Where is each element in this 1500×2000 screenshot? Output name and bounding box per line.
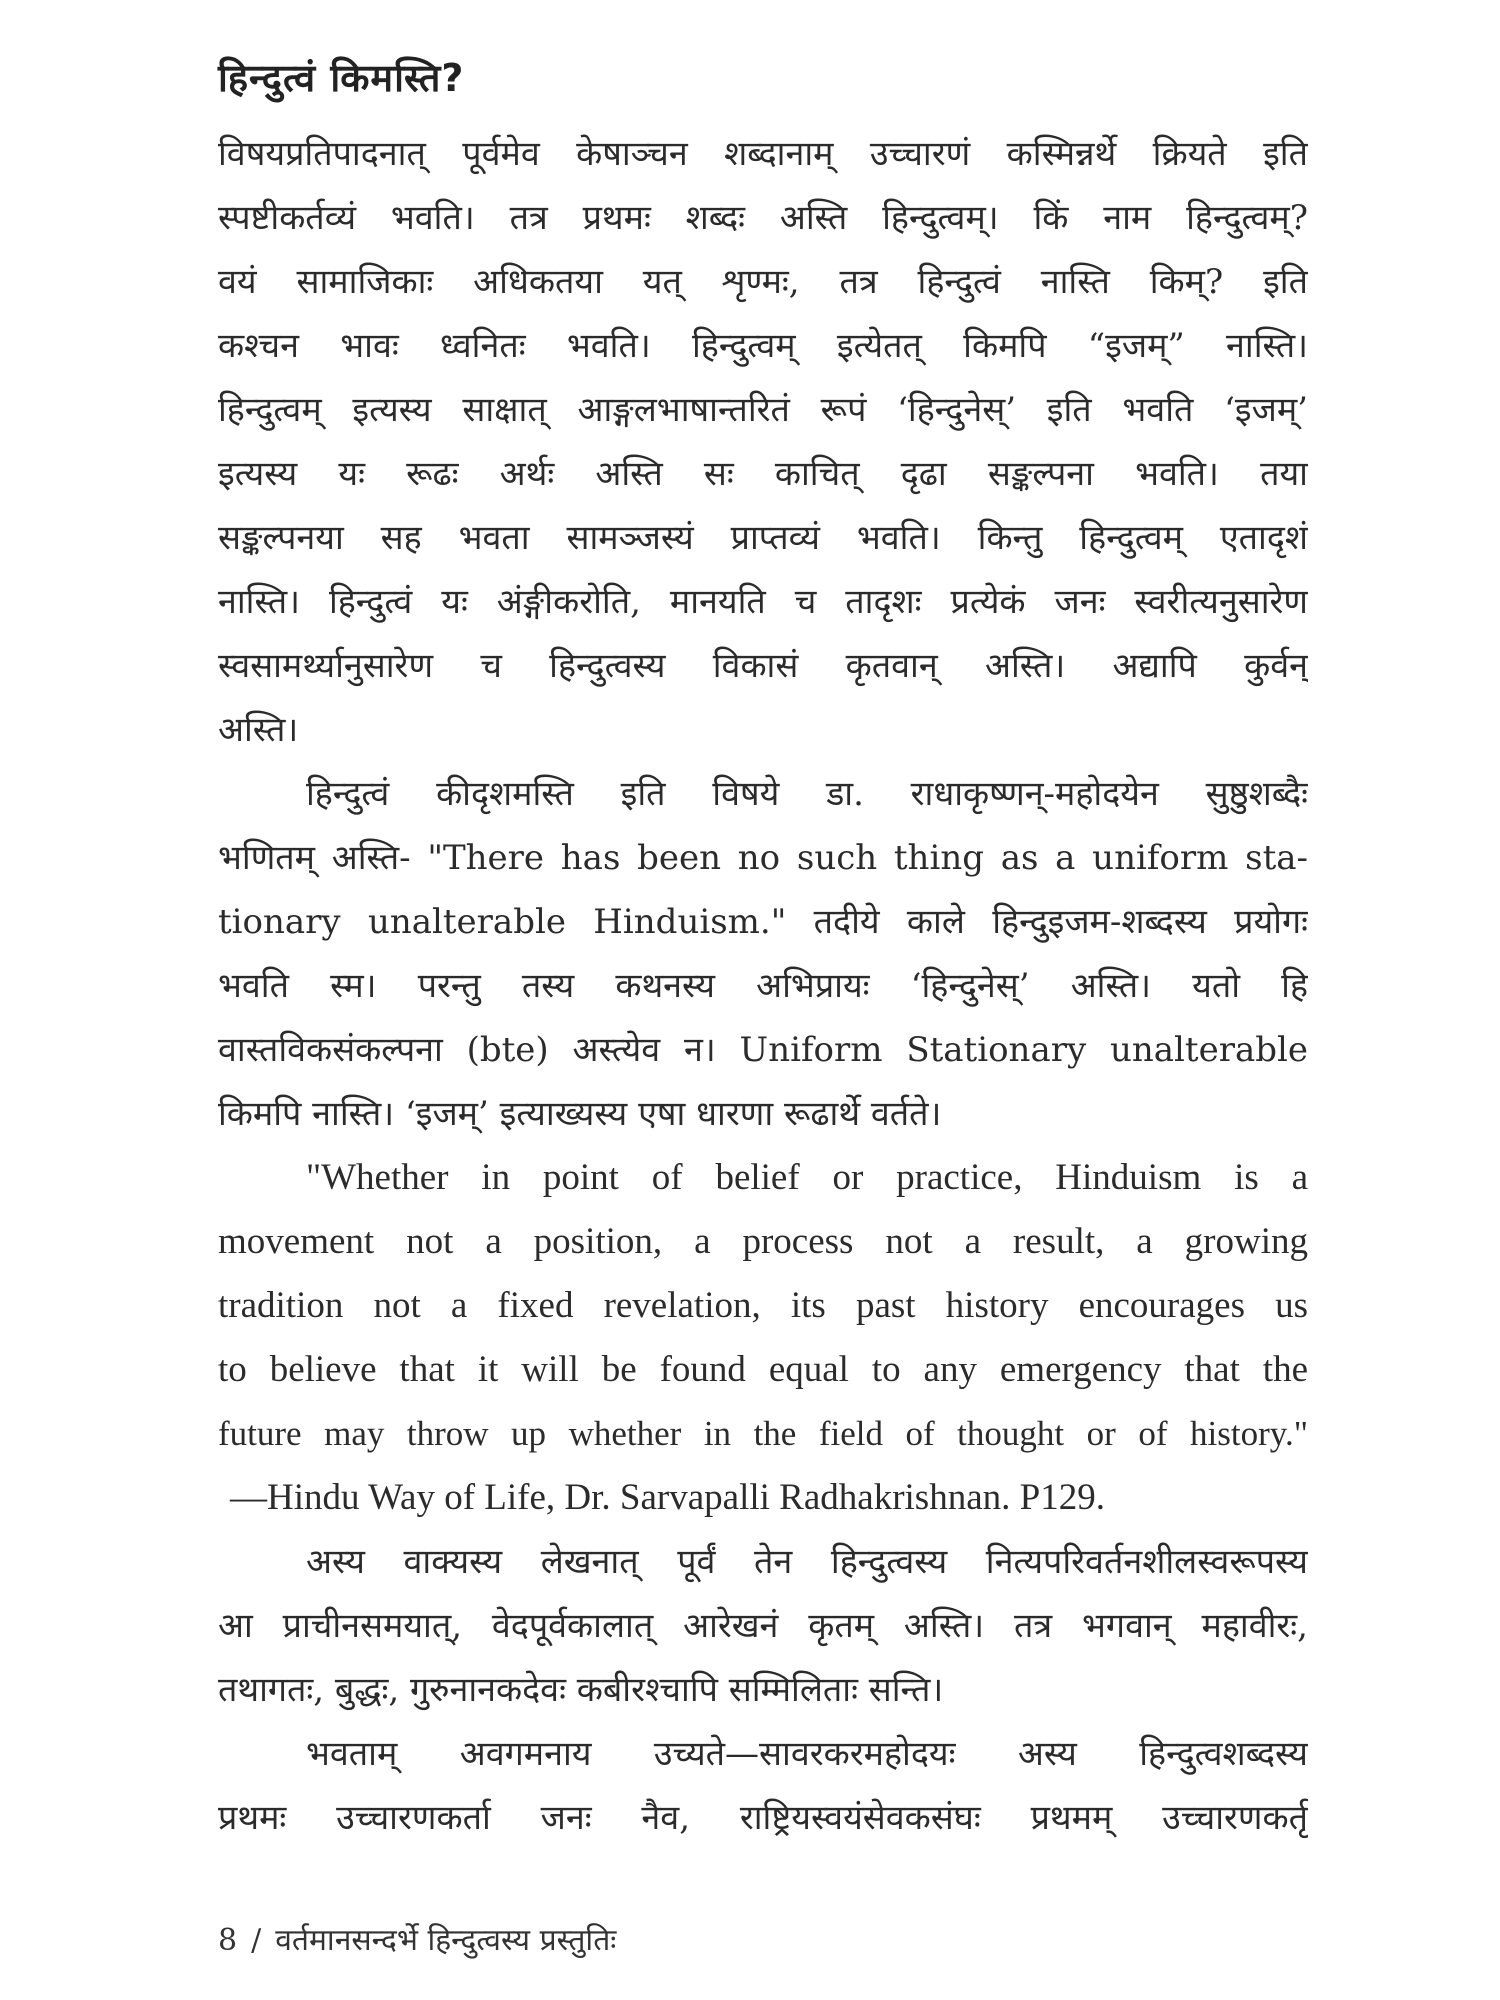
- page-number: 8: [218, 1923, 238, 1958]
- text-line: सङ्कल्पनया सह भवता सामञ्जस्यं प्राप्तव्यं भवति। किन्तु हिन्दुत्वम् एतादृशं: [218, 518, 1308, 558]
- text-line: स्पष्टीकर्तव्यं भवति। तत्र प्रथमः शब्दः अस्ति हिन्दुत्वम्। किं नाम हिन्दुत्वम्?: [218, 198, 1308, 238]
- text-line: हिन्दुत्वम् इत्यस्य साक्षात् आङ्गलभाषान्तरितं रूपं ‘हिन्दुनेस्’ इति भवति ‘इजम्’: [218, 390, 1308, 430]
- quote-line: future may throw up whether in the field of thought or of history.": [218, 1414, 1308, 1453]
- text-line: इत्यस्य यः रूढः अर्थः अस्ति सः काचित् दृढा सङ्कल्पना भवति। तया: [218, 454, 1308, 494]
- paragraph-3: [218, 1530, 1308, 1722]
- text-line: भवताम् अवगमनाय उच्यते—सावरकरमहोदयः अस्य हिन्दुत्वशब्दस्य: [306, 1734, 1308, 1774]
- page-body: [218, 52, 1308, 1850]
- quote-line: tradition not a fixed revelation, its past history encourages us: [218, 1285, 1308, 1326]
- quote-line: "Whether in point of belief or practice, Hinduism is a: [306, 1157, 1308, 1198]
- text-line: विषयप्रतिपादनात् पूर्वमेव केषाञ्चन शब्दानाम् उच्चारणं कस्मिन्नर्थे क्रियते इति: [218, 134, 1308, 174]
- text-line: कश्चन भावः ध्वनितः भवति। हिन्दुत्वम् इत्येतत् किमपि “इजम्” नास्ति।: [218, 326, 1308, 366]
- text-line: भणितम् अस्ति- "There has been no such thing as a uniform sta-: [218, 838, 1308, 878]
- page-heading: हिन्दुत्वं किमस्ति?: [218, 56, 465, 100]
- text-line: वयं सामाजिकाः अधिकतया यत् शृण्मः, तत्र हिन्दुत्वं नास्ति किम्? इति: [218, 262, 1308, 302]
- quote-line: to believe that it will be found equal to any emergency that the: [218, 1349, 1308, 1390]
- text-line: अस्ति।: [218, 710, 299, 750]
- quote-block: [218, 1146, 1308, 1530]
- text-line: स्वसामर्थ्यानुसारेण च हिन्दुत्वस्य विकासं कृतवान् अस्ति। अद्यापि कुर्वन्: [218, 646, 1308, 686]
- text-line: हिन्दुत्वं कीदृशमस्ति इति विषये डा. राधाकृष्णन्-महोदयेन सुष्ठुशब्दैः: [306, 774, 1308, 814]
- text-line: भवति स्म। परन्तु तस्य कथनस्य अभिप्रायः ‘हिन्दुनेस्’ अस्ति। यतो हि: [218, 966, 1308, 1006]
- quote-citation: —Hindu Way of Life, Dr. Sarvapalli Radhakrishnan. P129.: [230, 1477, 1105, 1518]
- text-line: अस्य वाक्यस्य लेखनात् पूर्वं तेन हिन्दुत्वस्य नित्यपरिवर्तनशीलस्वरूपस्य: [306, 1542, 1308, 1582]
- paragraph-2: [218, 762, 1308, 1146]
- text-line: प्रथमः उच्चारणकर्ता जनः नैव, राष्ट्रियस्वयंसेवकसंघः प्रथमम् उच्चारणकर्तृ: [218, 1798, 1308, 1838]
- footer-separator: /: [251, 1923, 262, 1958]
- text-line: वास्तविकसंकल्पना (bte) अस्त्येव न। Uniform Stationary unalterable: [218, 1030, 1308, 1070]
- book-title: वर्तमानसन्दर्भे हिन्दुत्वस्य प्रस्तुतिः: [275, 1923, 617, 1958]
- text-line: किमपि नास्ति। ‘इजम्’ इत्याख्यस्य एषा धारणा रूढार्थे वर्तते।: [218, 1094, 942, 1134]
- text-line: तथागतः, बुद्धः, गुरुनानकदेवः कबीरश्चापि सम्मिलिताः सन्ति।: [218, 1670, 944, 1710]
- text-line: आ प्राचीनसमयात्, वेदपूर्वकालात् आरेखनं कृतम् अस्ति। तत्र भगवान् महावीरः,: [218, 1606, 1308, 1646]
- text-line: tionary unalterable Hinduism." तदीये काले हिन्दुइजम-शब्दस्य प्रयोगः: [218, 902, 1308, 942]
- paragraph-1: [218, 122, 1308, 762]
- quote-line: movement not a position, a process not a result, a growing: [218, 1221, 1308, 1262]
- page-footer: [218, 1918, 616, 1959]
- text-line: नास्ति। हिन्दुत्वं यः अंङ्गीकरोति, मानयति च तादृशः प्रत्येकं जनः स्वरीत्यनुसारेण: [218, 582, 1308, 622]
- paragraph-4: [218, 1722, 1308, 1850]
